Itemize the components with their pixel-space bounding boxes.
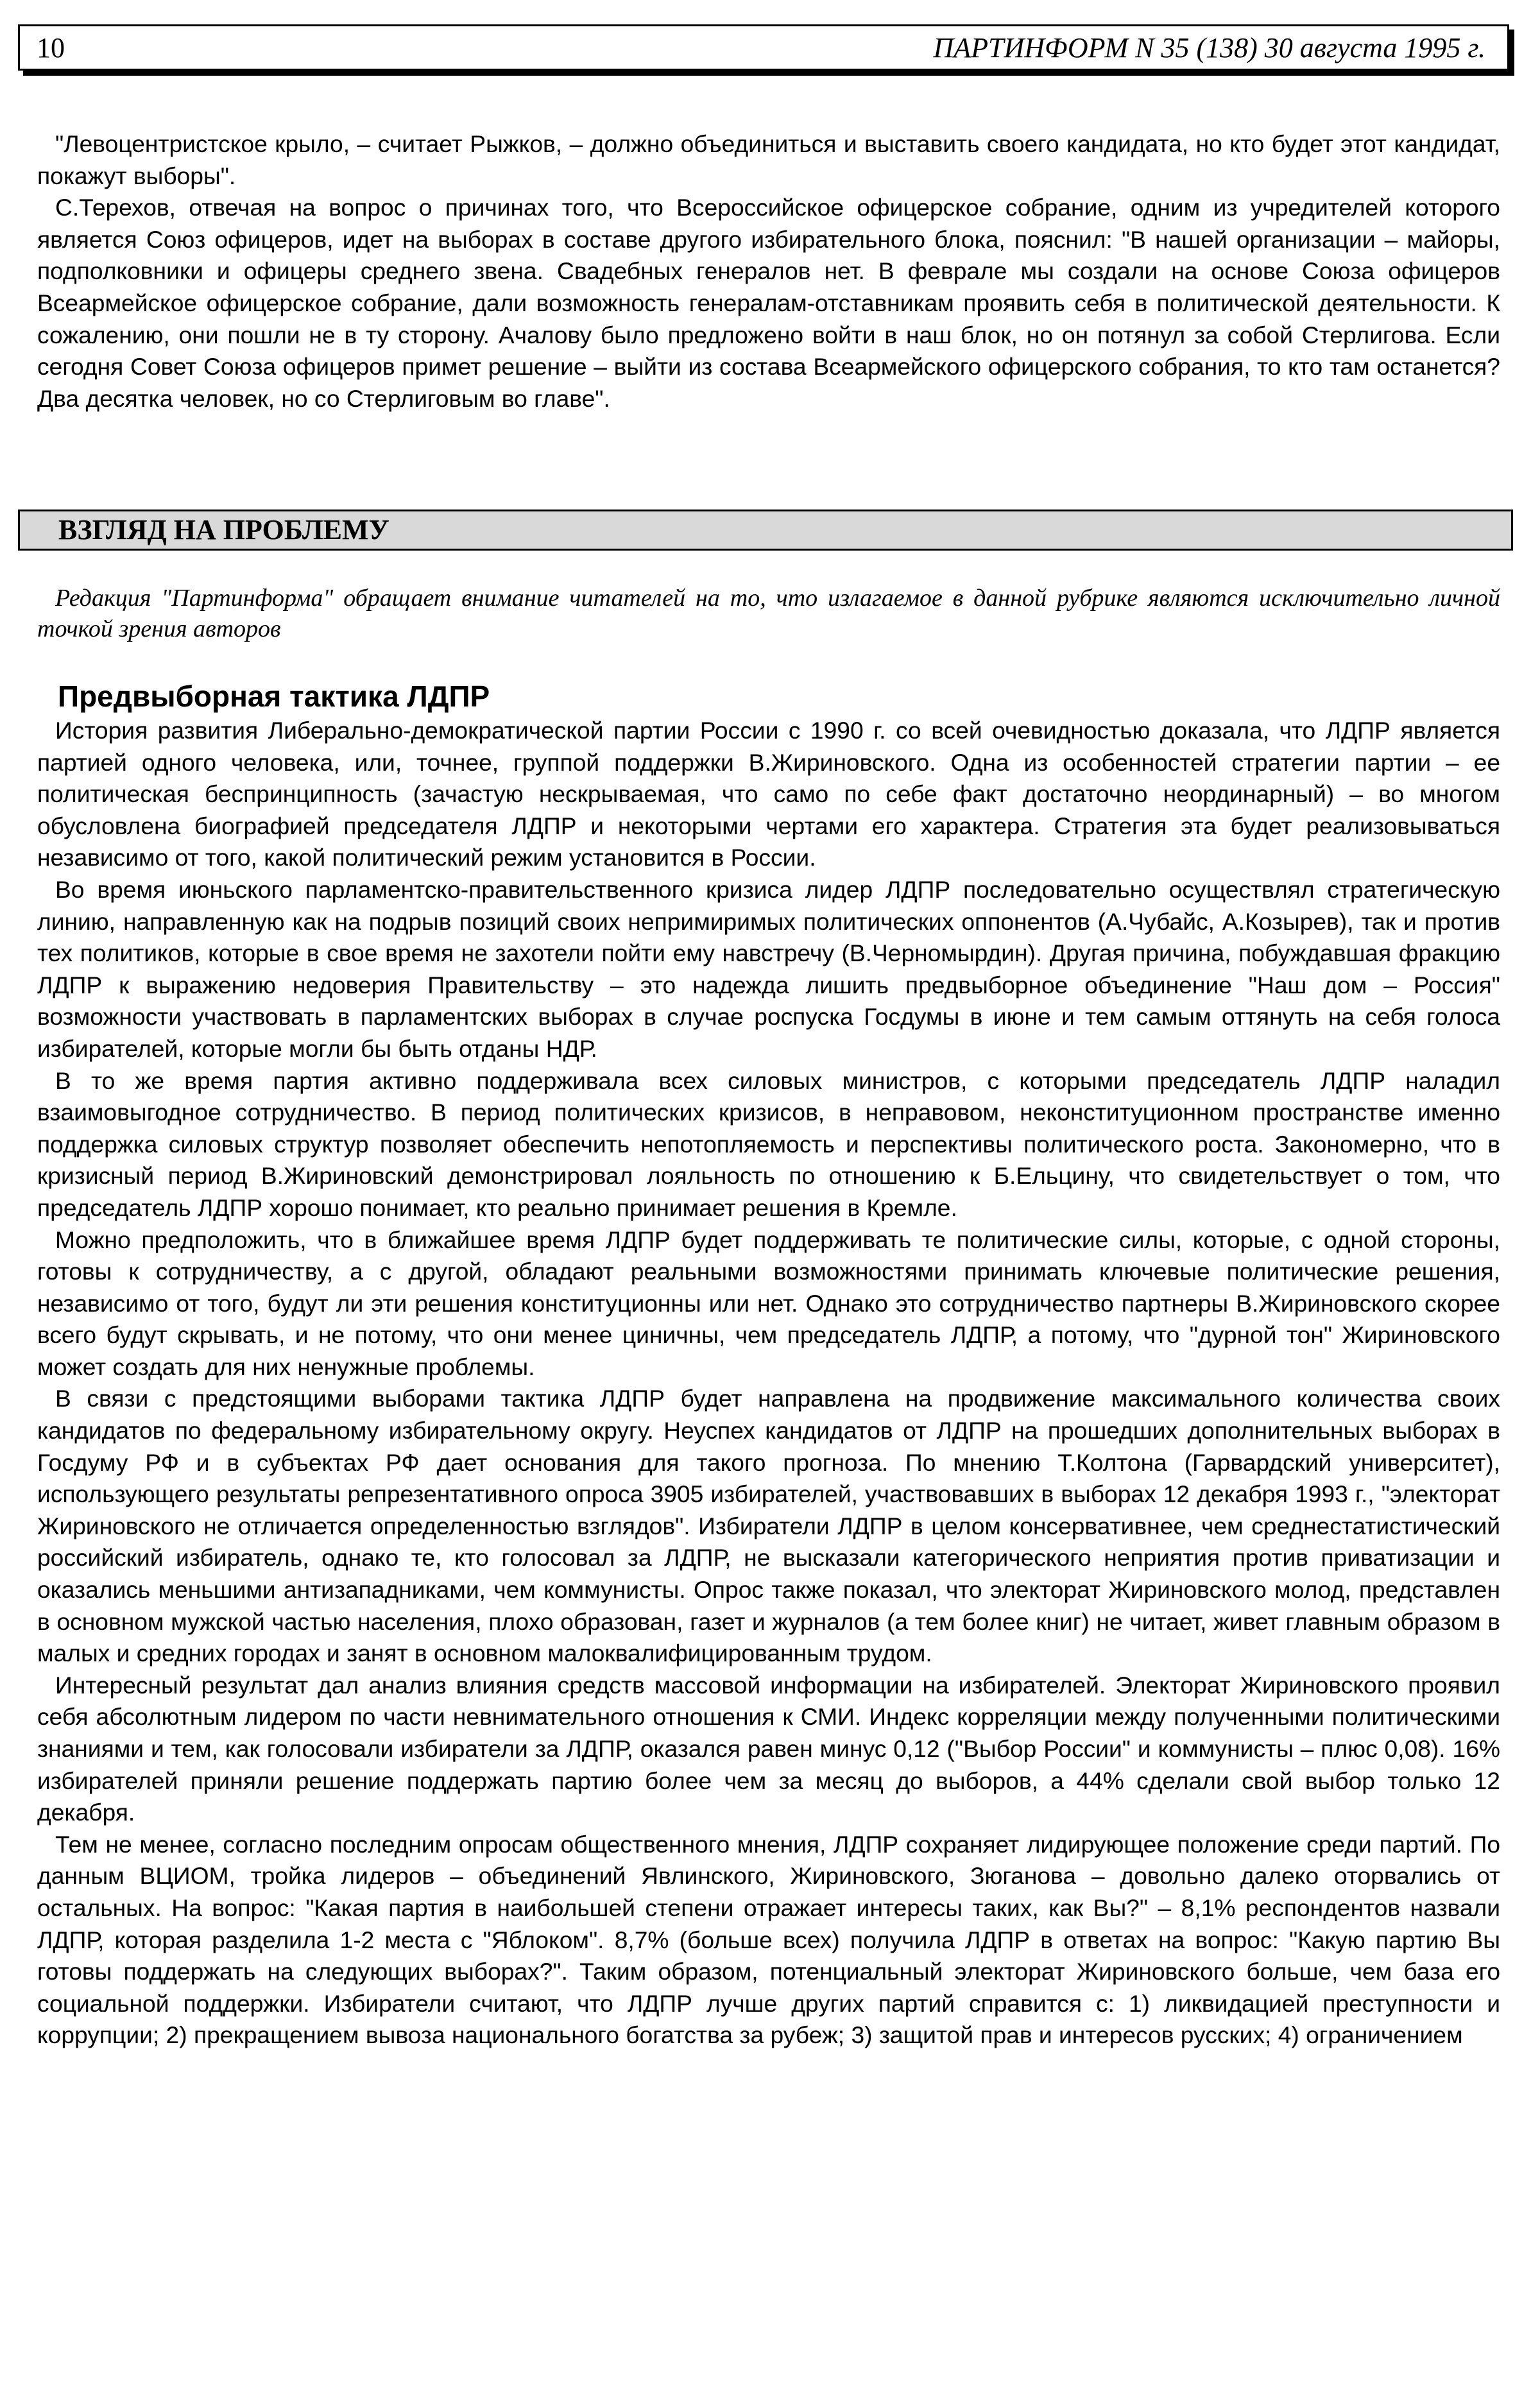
article-body — [37, 715, 1500, 2052]
article-paragraph: В связи с предстоящими выборами тактика ЛДПР будет направлена на продвижение максимального количества своих кандидатов по федеральному избирательному округу. Неуспех кандидатов от ЛДПР на прошедших дополнительных выборах в Госдуму РФ и в субъектах РФ дает основания для такого прогноза. По мнению Т.Колтона (Гарвардский университет), использующего результаты репрезентативного опроса 3905 избирателей, участвовавших в выборах 12 декабря 1993 г., "электорат Жириновского не отличается определенностью взглядов". Избиратели ЛДПР в целом консервативнее, чем среднестатистический российский избиратель, однако те, кто голосовал за ЛДПР, не высказали категорического неприятия против приватизации и оказались меньшими антизападниками, чем коммунисты. Опрос также показал, что электорат Жириновского молод, представлен в основном мужской частью населения, плохо образован, газет и журналов (а тем более книг) не читает, живет главным образом в малых и средних городах и занят в основном малоквалифицированным трудом. — [37, 1385, 1500, 1667]
article-paragraph: В то же время партия активно поддерживала всех силовых министров, с которыми председатель ЛДПР наладил взаимовыгодное сотрудничество. В период политических кризисов, в неправовом, неконституционном пространстве именно поддержка силовых структур позволяет обеспечить непотопляемость и перспективы политического роста. Закономерно, что в кризисный период В.Жириновский демонстрировал лояльность по отношению к Б.Ельцину, что свидетельствует о том, что председатель ЛДПР хорошо понимает, кто реально принимает решения в Кремле. — [37, 1067, 1500, 1221]
article-paragraph: Во время июньского парламентско-правительственного кризиса лидер ЛДПР последовательно осуществлял стратегическую линию, направленную как на подрыв позиций своих непримиримых политических оппонентов (А.Чубайс, А.Козырев), так и против тех политиков, которые в свое время не захотели пойти ему навстречу (В.Черномырдин). Другая причина, побуждавшая фракцию ЛДПР к выражению недоверия Правительству – это надежда лишить предвыборное объединение "Наш дом – Россия" возможности участвовать в парламентских выборах в случае роспуска Госдумы в июне и тем самым оттянуть на себя голоса избирателей, которые могли бы быть отданы НДР. — [37, 875, 1500, 1062]
editorial-note: Редакция "Партинформа" обращает внимание читателей на то, что излагаемое в данной рубрике являются исключительно личной точкой зрения авторов — [37, 585, 1500, 642]
article-paragraph: Тем не менее, согласно последним опросам общественного мнения, ЛДПР сохраняет лидирующее положение среди партий. По данным ВЦИОМ, тройка лидеров – объединений Явлинского, Жириновского, Зюганова – довольно далеко оторвались от остальных. На вопрос: "Какая партия в наибольшей степени отражает интересы таких, как Вы?" – 8,1% респондентов назвали ЛДПР, которая разделила 1-2 места с "Яблоком". 8,7% (больше всех) получила ЛДПР в ответах на вопрос: "Какую партию Вы готовы поддержать на следующих выборах?". Таким образом, потенциальный электорат Жириновского больше, чем база его социальной поддержки. Избиратели считают, что ЛДПР лучше других партий справится с: 1) ликвидацией преступности и коррупции; 2) прекращением вывоза национального богатства за рубеж; 3) защитой прав и интересов русских; 4) ограничением — [37, 1830, 1500, 2049]
page-number: 10 — [37, 32, 65, 64]
rubric-title: ВЗГЛЯД НА ПРОБЛЕМУ — [18, 510, 1513, 551]
intro-text — [37, 128, 1500, 415]
article-title: Предвыборная тактика ЛДПР — [58, 680, 490, 713]
page-header — [18, 24, 1509, 71]
article-paragraph: Можно предположить, что в ближайшее время ЛДПР будет поддерживать те политические силы, которые, с одной стороны, готовы к сотрудничеству, а с другой, обладают реальными возможностями принимать ключевые политические решения, независимо от того, будут ли эти решения конституционны или нет. Однако это сотрудничество партнеры В.Жириновского скорее всего будут скрывать, и не потому, что они менее циничны, чем председатель ЛДПР, а потому, что "дурной тон" Жириновского может создать для них ненужные проблемы. — [37, 1226, 1500, 1380]
article-paragraph: История развития Либерально-демократической партии России с 1990 г. со всей очевидностью доказала, что ЛДПР является партией одного человека, или, точнее, группой поддержки В.Жириновского. Одна из особенностей стратегии партии – ее политическая беспринципность (зачастую нескрываемая, что само по себе факт достаточно неординарный) – во многом обусловлена биографией председателя ЛДПР и некоторыми чертами его характера. Стратегия эта будет реализовываться независимо от того, какой политический режим установится в России. — [37, 717, 1500, 871]
intro-paragraph: С.Терехов, отвечая на вопрос о причинах того, что Всероссийское офицерское собрание, одним из учредителей которого является Союз офицеров, идет на выборах в составе другого избирательного блока, пояснил: "В нашей организации – майоры, подполковники и офицеры среднего звена. Свадебных генералов нет. В феврале мы создали на основе Союза офицеров Всеармейское офицерское собрание, дали возможность генералам-отставникам проявить себя в политической деятельности. К сожалению, они пошли не в ту сторону. Ачалову было предложено войти в наш блок, но он потянул за собой Стерлигова. Если сегодня Совет Союза офицеров примет решение – выйти из состава Всеармейского офицерского собрания, то кто там останется? Два десятка человек, но со Стерлиговым во главе". — [37, 194, 1500, 412]
intro-paragraph: "Левоцентристское крыло, – считает Рыжков, – должно объединиться и выставить своего кандидата, но кто будет этот кандидат, покажут выборы". — [37, 130, 1500, 189]
issue-title: ПАРТИНФОРМ N 35 (138) 30 августа 1995 г. — [933, 32, 1485, 64]
article-paragraph: Интересный результат дал анализ влияния средств массовой информации на избирателей. Электорат Жириновского проявил себя абсолютным лидером по части невнимательного отношения к СМИ. Индекс корреляции между полученными политическими знаниями и тем, как голосовали избиратели за ЛДПР, оказался равен минус 0,12 ("Выбор России" и коммунисты – плюс 0,08). 16% избирателей приняли решение поддержать партию более чем за месяц до выборов, а 44% сделали свой выбор только 12 декабря. — [37, 1671, 1500, 1826]
